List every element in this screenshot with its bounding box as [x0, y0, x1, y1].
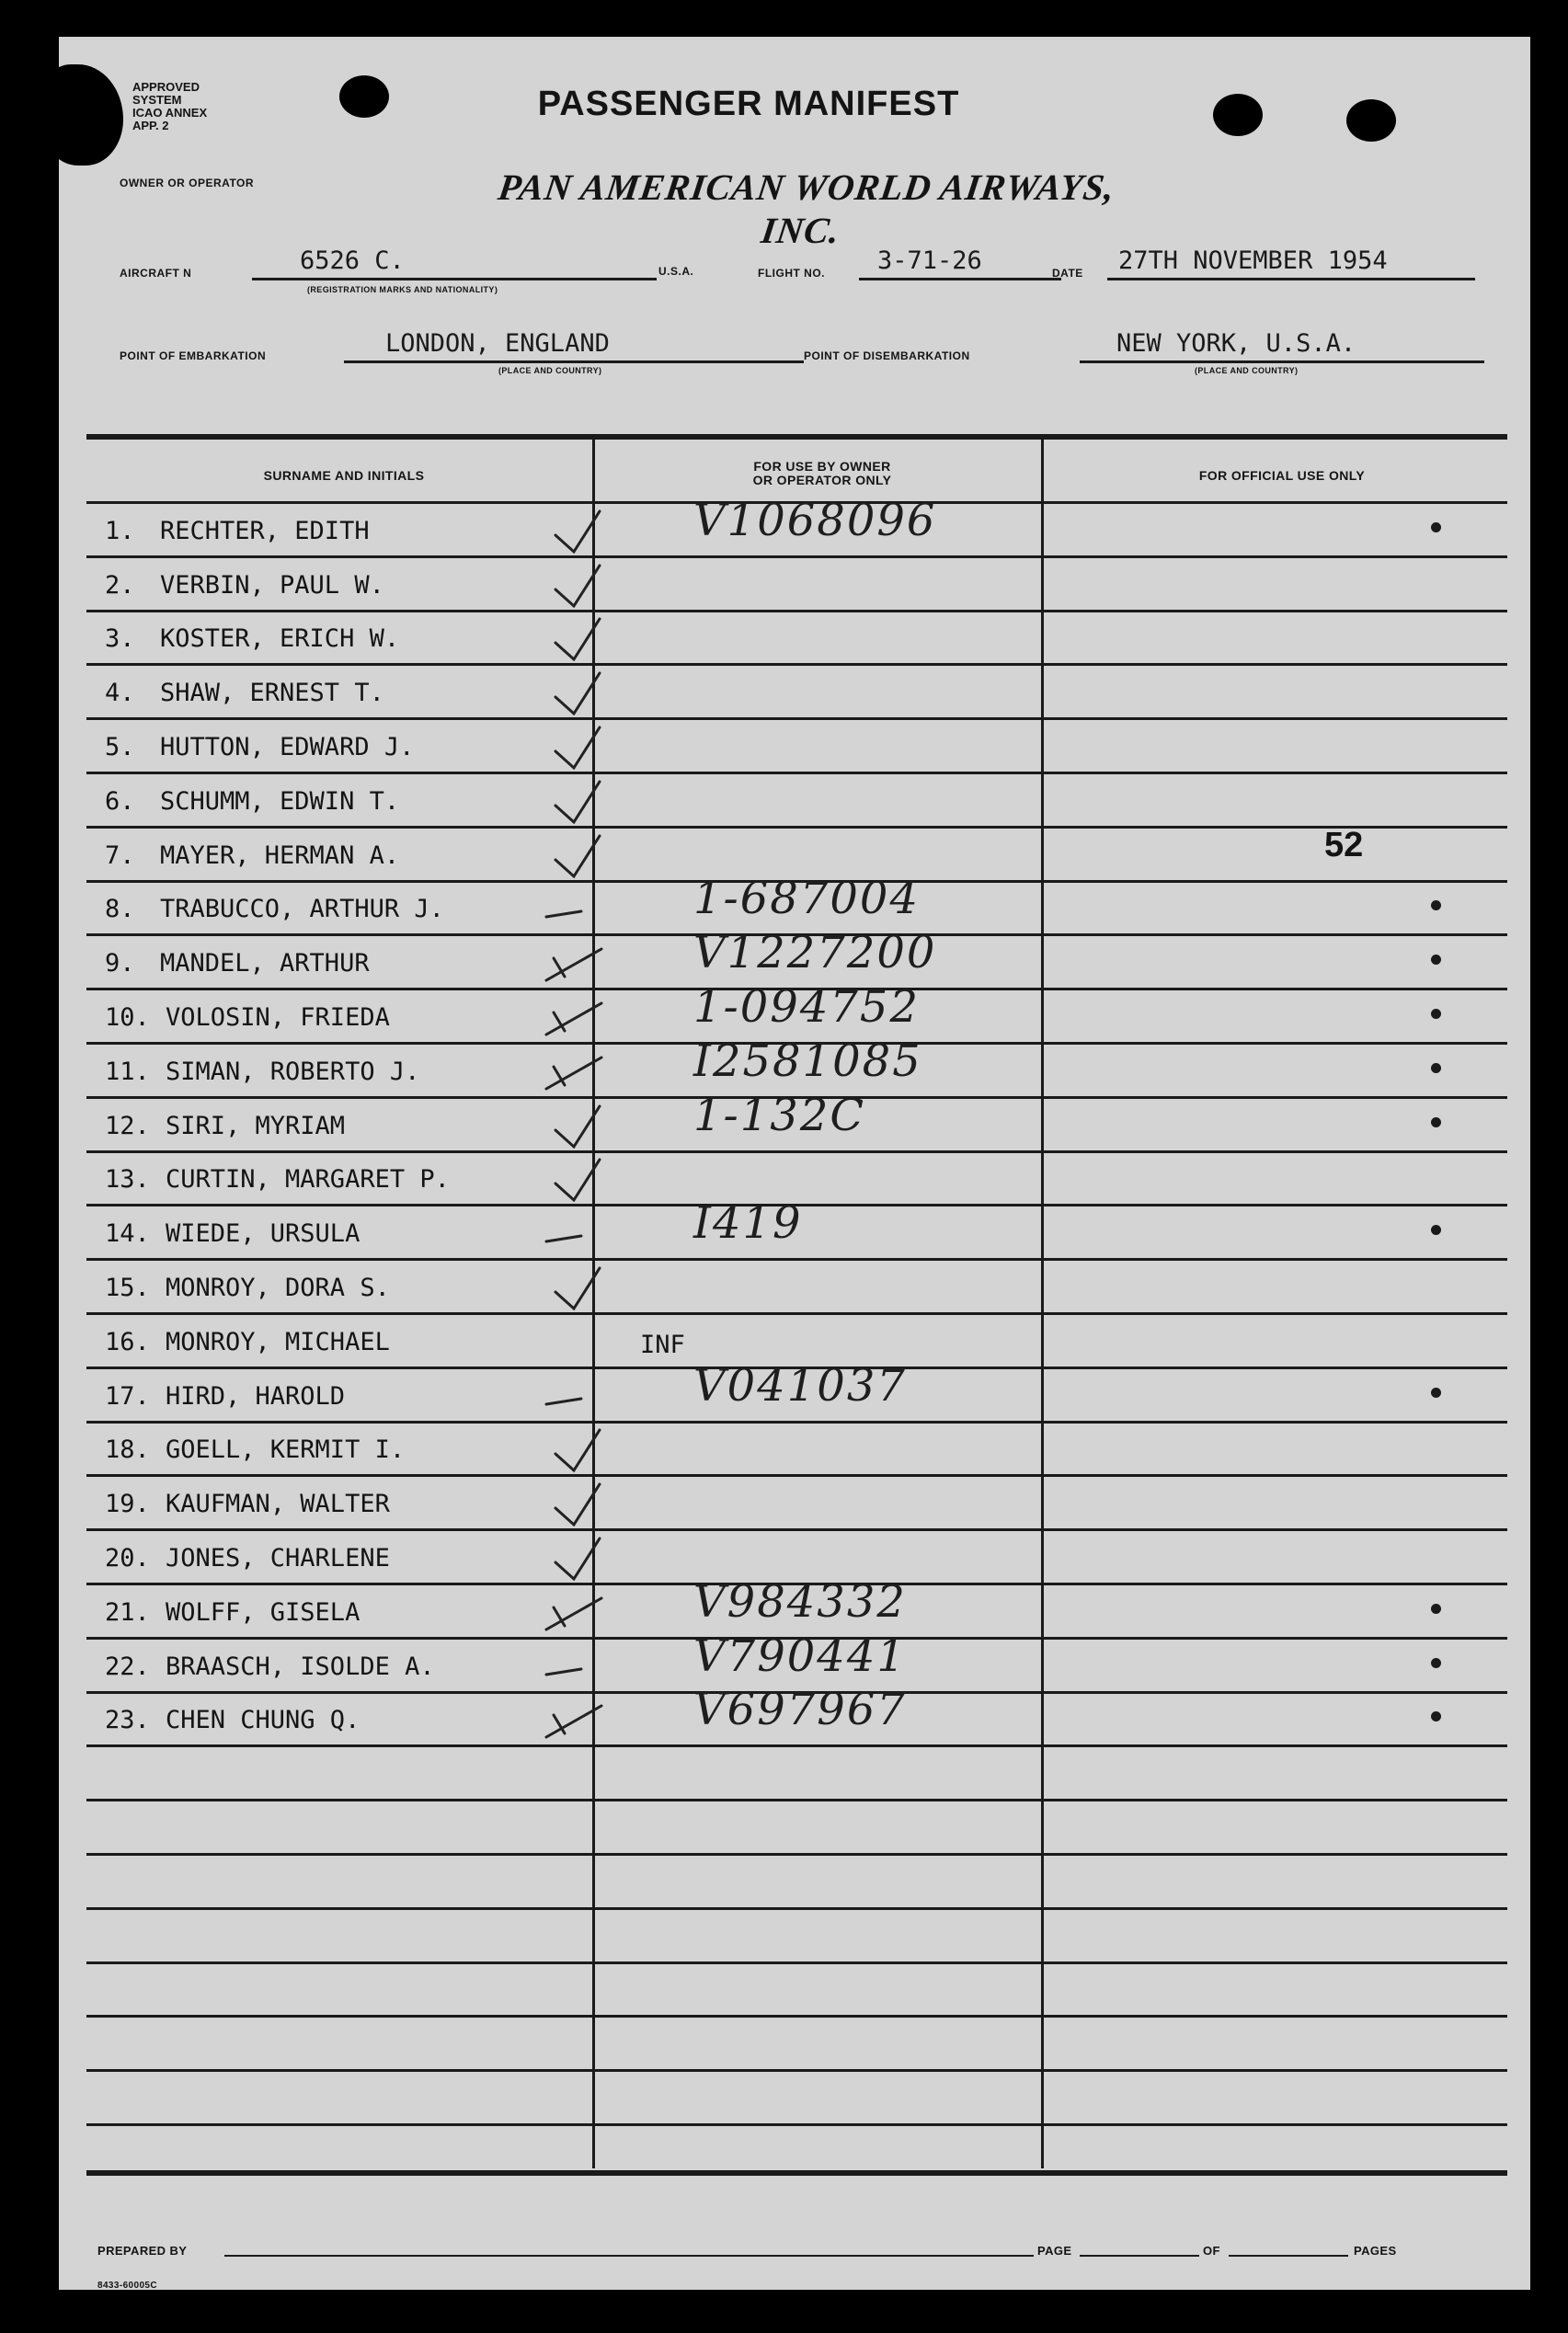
of-label: OF	[1203, 2244, 1220, 2258]
passenger-name: 21.	[105, 1598, 150, 1627]
page-title: PASSENGER MANIFEST	[537, 85, 960, 123]
row-line	[86, 2015, 1507, 2018]
row-line	[86, 772, 1507, 774]
aircraft-sublabel: (REGISTRATION MARKS AND NATIONALITY)	[307, 285, 498, 294]
punch-hole-center	[1213, 94, 1263, 136]
check-mark-icon	[537, 1589, 620, 1644]
torn-corner	[59, 64, 123, 166]
approval-line: APPROVED	[132, 80, 200, 94]
row-line	[86, 1474, 1507, 1477]
column-header-official: FOR OFFICIAL USE ONLY	[1198, 468, 1366, 483]
passenger-surname: KOSTER, ERICH W.	[160, 624, 400, 653]
passenger-name: 2.	[105, 571, 135, 600]
passenger-name: 4.	[105, 679, 135, 707]
approval-stamp	[132, 81, 353, 132]
check-mark-icon	[537, 886, 620, 941]
row-line	[86, 1150, 1507, 1153]
row-line	[86, 826, 1507, 829]
check-mark-icon	[537, 1697, 620, 1752]
aircraft-underline	[252, 278, 657, 280]
passenger-surname: SCHUMM, EDWIN T.	[160, 787, 400, 816]
check-mark-icon	[537, 1048, 620, 1104]
page-label: PAGE	[1037, 2244, 1072, 2258]
passenger-name: 5.	[105, 733, 135, 761]
check-mark-icon	[537, 724, 620, 779]
flight-value: 3-71-26	[877, 246, 982, 275]
row-line	[86, 1799, 1507, 1801]
passenger-name: 20.	[105, 1544, 150, 1572]
passenger-name: 10.	[105, 1003, 150, 1032]
passenger-name: 23.	[105, 1706, 150, 1734]
date-value: 27TH NOVEMBER 1954	[1118, 246, 1388, 275]
row-line	[86, 1961, 1507, 1964]
passenger-name: 3.	[105, 624, 135, 653]
operator-note: I419	[693, 1197, 803, 1249]
passenger-name: 18.	[105, 1435, 150, 1464]
row-line	[86, 1853, 1507, 1856]
passenger-surname: KAUFMAN, WALTER	[166, 1490, 390, 1518]
row-line	[86, 1528, 1507, 1531]
of-line	[1229, 2255, 1348, 2257]
embark-sublabel: (PLACE AND COUNTRY)	[498, 366, 602, 375]
operator-note: I2581085	[693, 1035, 922, 1087]
passenger-surname: TRABUCCO, ARTHUR J.	[160, 895, 444, 923]
embark-underline	[344, 360, 804, 363]
official-mark	[1431, 900, 1441, 910]
passenger-surname: MANDEL, ARTHUR	[160, 949, 370, 978]
official-mark	[1431, 1711, 1441, 1721]
row-line	[86, 610, 1507, 612]
aircraft-label: AIRCRAFT N	[120, 267, 192, 280]
passenger-name: 7.	[105, 841, 135, 870]
passenger-name: 13.	[105, 1165, 150, 1194]
passenger-surname: MONROY, DORA S.	[166, 1274, 390, 1302]
embark-value: LONDON, ENGLAND	[385, 329, 610, 358]
passenger-name: 17.	[105, 1382, 150, 1411]
check-mark-icon	[537, 778, 620, 833]
inf-note: INF	[640, 1331, 685, 1359]
operator-note: V1068096	[693, 495, 937, 546]
passenger-name: 8.	[105, 895, 135, 923]
passenger-name: 16.	[105, 1328, 150, 1356]
disembark-underline	[1080, 360, 1484, 363]
check-mark-icon	[537, 940, 620, 995]
row-line	[86, 1744, 1507, 1747]
operator-note: 1-094752	[693, 981, 920, 1033]
row-line	[86, 555, 1507, 558]
prepared-by-line	[224, 2255, 1034, 2257]
row-line	[86, 717, 1507, 720]
operator-name: PAN AMERICAN WORLD AIRWAYS, INC.	[496, 166, 1118, 251]
check-mark-icon	[537, 1210, 620, 1265]
row-line	[86, 663, 1507, 666]
usa-label: U.S.A.	[658, 265, 694, 278]
official-mark	[1431, 1604, 1441, 1614]
check-mark-icon	[537, 994, 620, 1049]
check-mark-icon	[537, 669, 620, 725]
row-line	[86, 2069, 1507, 2072]
form-code: 8433-60005C	[97, 2281, 158, 2290]
official-mark	[1431, 955, 1441, 965]
passenger-surname: SIMAN, ROBERTO J.	[166, 1058, 420, 1086]
passenger-name: 11.	[105, 1058, 150, 1086]
flight-underline	[859, 278, 1061, 280]
approval-line: SYSTEM	[132, 93, 182, 107]
pages-label: PAGES	[1354, 2244, 1397, 2258]
disembark-sublabel: (PLACE AND COUNTRY)	[1195, 366, 1299, 375]
check-mark-icon	[537, 1373, 620, 1428]
approval-line: ICAO ANNEX	[132, 106, 208, 120]
check-mark-icon	[537, 832, 620, 887]
page-line	[1080, 2255, 1199, 2257]
passenger-name: 22.	[105, 1653, 150, 1681]
flight-label: FLIGHT NO.	[758, 267, 825, 280]
passenger-surname: SHAW, ERNEST T.	[160, 679, 384, 707]
table-top-rule	[86, 434, 1507, 440]
operator-note: V697967	[693, 1684, 907, 1735]
passenger-name: 1.	[105, 517, 135, 545]
passenger-surname: BRAASCH, ISOLDE A.	[166, 1653, 435, 1681]
row-line	[86, 1258, 1507, 1261]
official-mark	[1431, 1388, 1441, 1398]
row-line	[86, 1907, 1507, 1910]
passenger-name: 6.	[105, 787, 135, 816]
prepared-by-label: PREPARED BY	[97, 2244, 188, 2258]
passenger-name: 9.	[105, 949, 135, 978]
official-mark	[1431, 1063, 1441, 1073]
passenger-surname: CHEN CHUNG Q.	[166, 1706, 361, 1734]
column-header-owner	[647, 460, 997, 487]
official-mark	[1431, 1658, 1441, 1668]
operator-note: 1-687004	[693, 873, 920, 924]
check-mark-icon	[537, 1643, 620, 1698]
aircraft-value: 6526 C.	[300, 246, 405, 275]
passenger-surname: MONROY, MICHAEL	[166, 1328, 390, 1356]
passenger-surname: MAYER, HERMAN A.	[160, 841, 400, 870]
passenger-surname: GOELL, KERMIT I.	[166, 1435, 406, 1464]
passenger-name: 12.	[105, 1112, 150, 1140]
passenger-surname: SIRI, MYRIAM	[166, 1112, 346, 1140]
passenger-surname: VERBIN, PAUL W.	[160, 571, 384, 600]
passenger-surname: VOLOSIN, FRIEDA	[166, 1003, 390, 1032]
check-mark-icon	[537, 1264, 620, 1320]
row-line	[86, 1312, 1507, 1315]
passenger-surname: RECHTER, EDITH	[160, 517, 370, 545]
date-underline	[1107, 278, 1475, 280]
official-number: 52	[1324, 826, 1364, 864]
disembark-value: NEW YORK, U.S.A.	[1116, 329, 1356, 358]
passenger-surname: JONES, CHARLENE	[166, 1544, 390, 1572]
check-mark-icon	[537, 1103, 620, 1158]
row-line	[86, 1421, 1507, 1424]
check-mark-icon	[537, 1426, 620, 1481]
approval-line: APP. 2	[132, 119, 169, 132]
check-mark-icon	[537, 1156, 620, 1211]
manifest-sheet	[59, 37, 1530, 2290]
official-mark	[1431, 1117, 1441, 1127]
table-bottom-rule	[86, 2170, 1507, 2176]
punch-hole-right	[1346, 99, 1396, 142]
check-mark-icon	[537, 562, 620, 617]
passenger-surname: HUTTON, EDWARD J.	[160, 733, 415, 761]
row-line	[86, 2123, 1507, 2126]
official-mark	[1431, 522, 1441, 532]
passenger-name: 19.	[105, 1490, 150, 1518]
passenger-name: 14.	[105, 1219, 150, 1248]
disembark-label: POINT OF DISEMBARKATION	[804, 349, 970, 362]
official-mark	[1431, 1009, 1441, 1019]
passenger-name: 15.	[105, 1274, 150, 1302]
column-header-owner-line: OR OPERATOR ONLY	[752, 473, 892, 487]
column-header-surname: SURNAME AND INITIALS	[263, 468, 425, 483]
passenger-surname: CURTIN, MARGARET P.	[166, 1165, 450, 1194]
owner-label: OWNER OR OPERATOR	[120, 177, 255, 189]
passenger-surname: WOLFF, GISELA	[166, 1598, 361, 1627]
official-mark	[1431, 1225, 1441, 1235]
passenger-surname: WIEDE, URSULA	[166, 1219, 361, 1248]
check-mark-icon	[537, 1481, 620, 1536]
check-mark-icon	[537, 1535, 620, 1590]
date-label: DATE	[1052, 267, 1083, 280]
operator-note: V984332	[693, 1576, 907, 1628]
passenger-surname: HIRD, HAROLD	[166, 1382, 346, 1411]
operator-note: 1-132C	[693, 1090, 866, 1141]
check-mark-icon	[537, 508, 620, 563]
column-header-owner-line: FOR USE BY OWNER	[753, 459, 891, 474]
operator-note: V041037	[693, 1360, 907, 1412]
check-mark-icon	[537, 615, 620, 670]
operator-note: V790441	[693, 1630, 907, 1682]
operator-note: V1227200	[693, 927, 937, 978]
embark-label: POINT OF EMBARKATION	[120, 349, 267, 362]
